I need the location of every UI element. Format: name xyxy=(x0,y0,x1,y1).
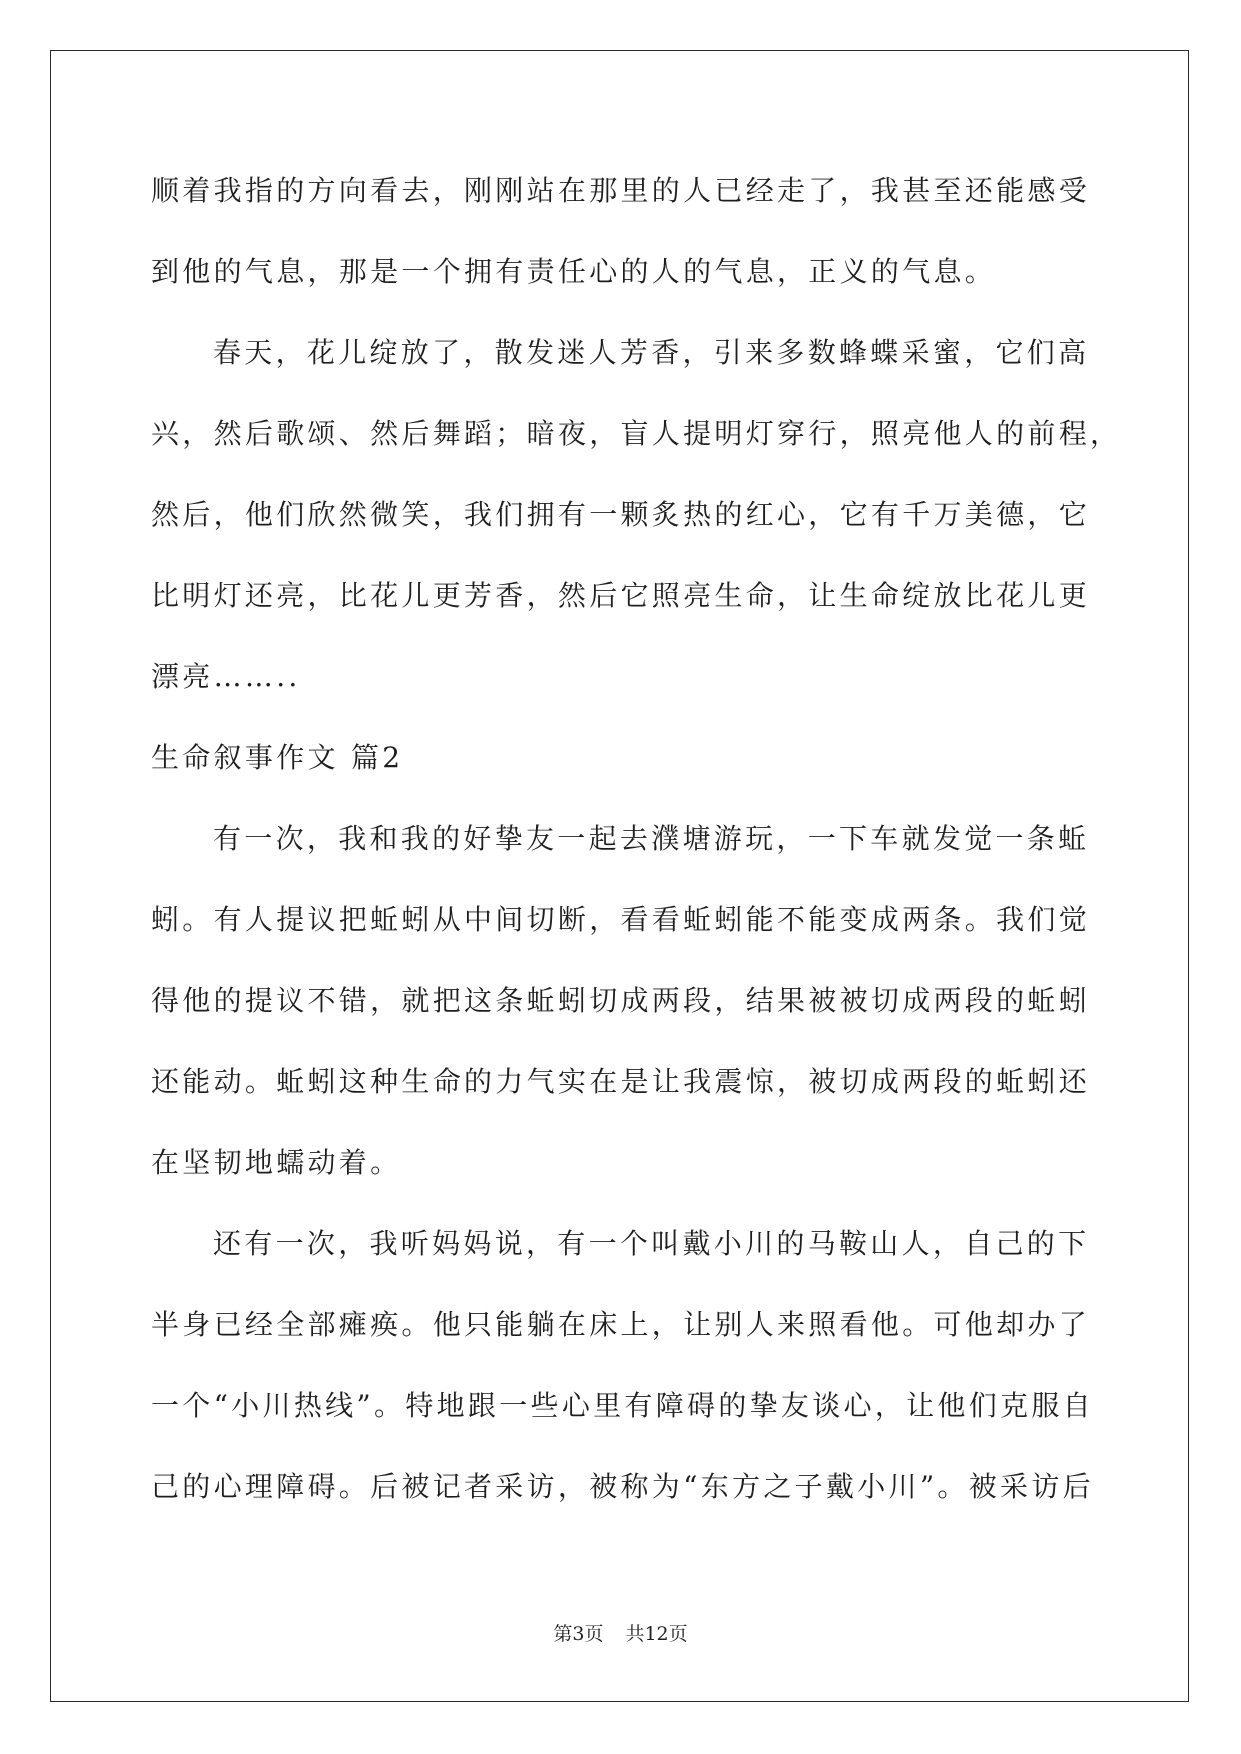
paragraph xyxy=(151,150,1141,312)
text-line: 还能动。蚯蚓这种生命的力气实在是让我震惊，被切成两段的蚯蚓还 xyxy=(151,1065,1091,1098)
paragraph xyxy=(151,1203,1141,1527)
text-line: 顺着我指的方向看去，刚刚站在那里的人已经走了，我甚至还能感受 xyxy=(151,174,1091,207)
text-line: 漂亮…….. xyxy=(151,660,301,693)
text-line: 到他的气息，那是一个拥有责任心的人的气息，正义的气息。 xyxy=(151,255,997,288)
text-line: 兴，然后歌颂、然后舞蹈；暗夜，盲人提明灯穿行，照亮他人的前程， xyxy=(151,417,1122,450)
page-footer xyxy=(0,1620,1241,1648)
page-number-current: 第3页 xyxy=(553,1623,604,1645)
text-line: 春天，花儿绽放了，散发迷人芳香，引来多数蜂蝶采蜜，它们高 xyxy=(213,336,1090,369)
paragraph xyxy=(151,312,1141,717)
text-line: 在坚韧地蠕动着。 xyxy=(151,1146,402,1179)
paragraph xyxy=(151,798,1141,1203)
text-line: 比明灯还亮，比花儿更芳香，然后它照亮生命，让生命绽放比花儿更 xyxy=(151,579,1091,612)
text-line: 得他的提议不错，就把这条蚯蚓切成两段，结果被被切成两段的蚯蚓 xyxy=(151,984,1091,1017)
section-heading: 生命叙事作文 篇2 xyxy=(151,741,404,774)
text-line: 还有一次，我听妈妈说，有一个叫戴小川的马鞍山人，自己的下 xyxy=(213,1227,1090,1260)
text-line: 然后，他们欣然微笑，我们拥有一颗炙热的红心，它有千万美德，它 xyxy=(151,498,1091,531)
text-line: 半身已经全部瘫痪。他只能躺在床上，让别人来照看他。可他却办了 xyxy=(151,1308,1091,1341)
page-number-total: 共12页 xyxy=(625,1623,688,1645)
text-line: 己的心理障碍。后被记者采访，被称为“东方之子戴小川”。被采访后 xyxy=(151,1470,1094,1503)
document-body xyxy=(151,150,1141,1527)
text-line: 一个“小川热线”。特地跟一些心里有障碍的挚友谈心，让他们克服自 xyxy=(151,1389,1094,1422)
text-line: 蚓。有人提议把蚯蚓从中间切断，看看蚯蚓能不能变成两条。我们觉 xyxy=(151,903,1091,936)
text-line: 有一次，我和我的好挚友一起去濮塘游玩，一下车就发觉一条蚯 xyxy=(213,822,1090,855)
